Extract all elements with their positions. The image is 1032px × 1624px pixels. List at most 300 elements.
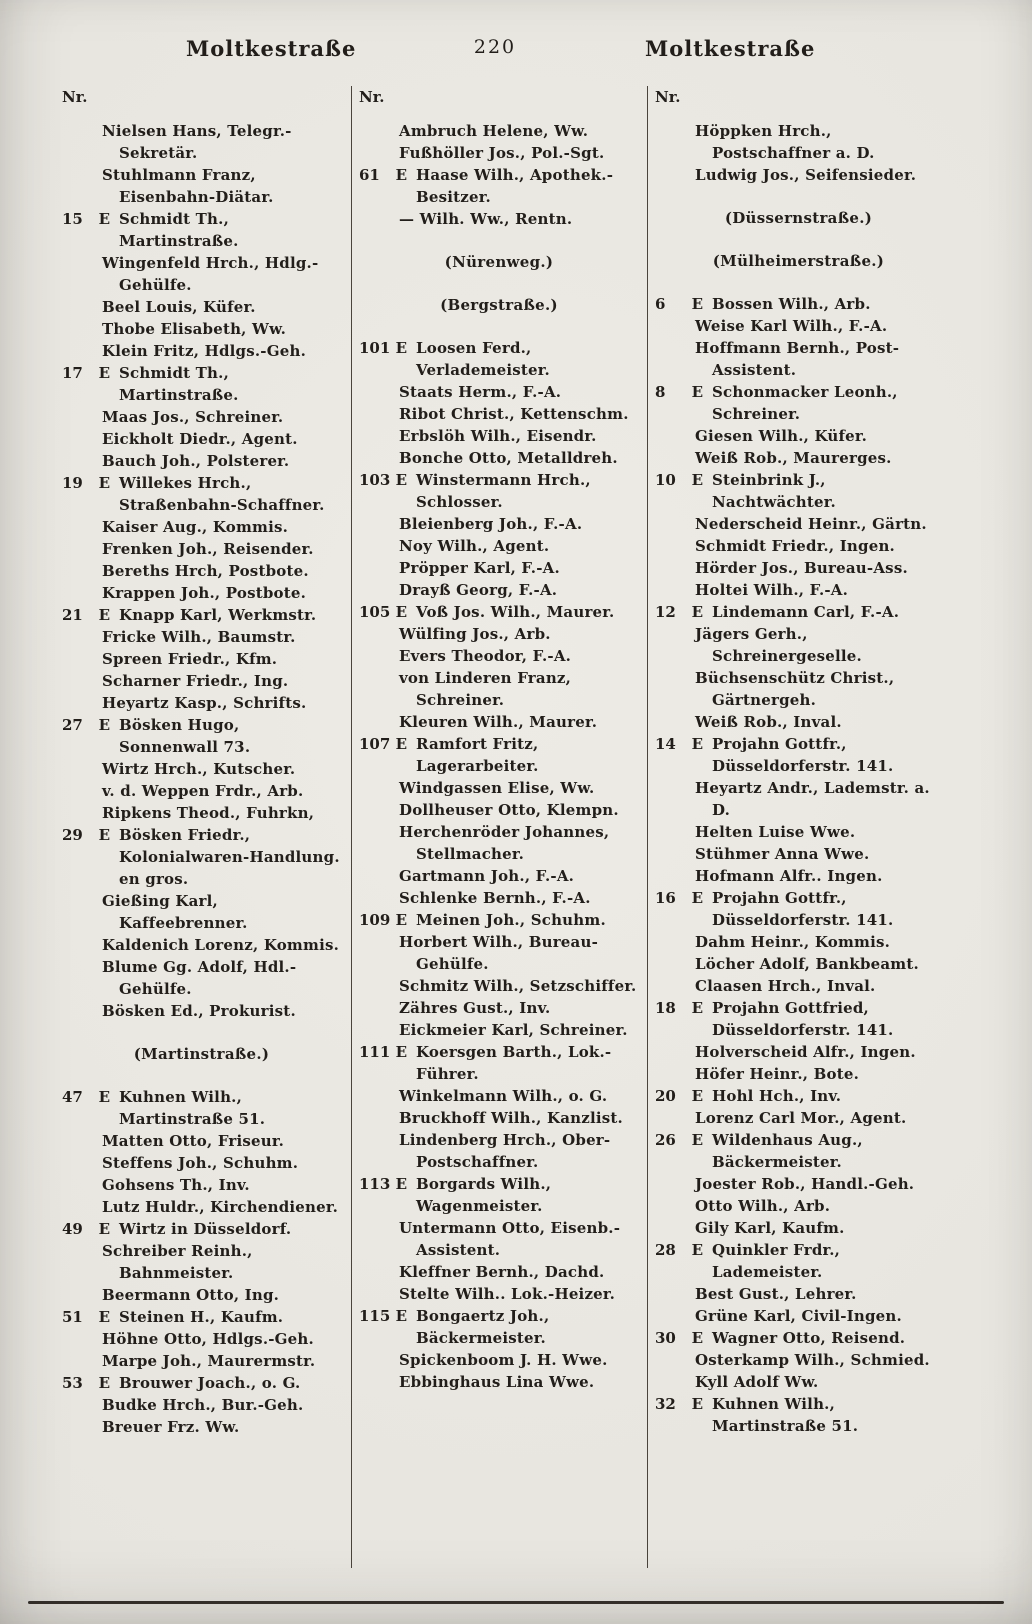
house-number-owner [655, 381, 703, 403]
directory-entry [655, 1129, 942, 1173]
entry-text: Borgards Wilh., Wagenmeister. [416, 1175, 552, 1215]
entry-text: Steinen H., Kaufm. [119, 1308, 284, 1326]
owner-flag: E [395, 603, 407, 621]
directory-entry [359, 777, 639, 799]
house-number-owner [62, 1306, 110, 1328]
directory-entry [62, 1394, 341, 1416]
directory-entry [62, 824, 341, 890]
directory-entry [655, 667, 942, 711]
entry-text: Schreiber Reinh., Bahnmeister. [102, 1242, 253, 1282]
directory-entry [359, 535, 639, 557]
street-heading: (Mülheimerstraße.) [712, 252, 885, 270]
entry-text: Wülfing Jos., Arb. [399, 625, 551, 643]
owner-flag: E [395, 1175, 407, 1193]
entry-text: Gohsens Th., Inv. [102, 1176, 250, 1194]
house-number-owner [62, 362, 110, 384]
page-header [0, 36, 1032, 66]
directory-entry [62, 582, 341, 604]
house-number-owner [359, 1173, 407, 1195]
directory-entry [62, 890, 341, 934]
directory-entry [359, 645, 639, 667]
entry-text: Steffens Joh., Schuhm. [102, 1154, 299, 1172]
directory-entry [359, 887, 639, 909]
owner-flag: E [691, 1329, 703, 1347]
entry-text: Breuer Frz. Ww. [102, 1418, 240, 1436]
directory-entry [62, 626, 341, 648]
directory-entry [62, 1086, 341, 1130]
directory-entry [62, 318, 341, 340]
entry-text: Bonche Otto, Metalldreh. [399, 449, 618, 467]
entry-text: Windgassen Elise, Ww. [399, 779, 595, 797]
directory-entry [359, 1349, 639, 1371]
entry-text: Blume Gg. Adolf, Hdl.-Gehülfe. [102, 958, 297, 998]
house-number-owner [655, 1393, 703, 1415]
directory-entry [655, 557, 942, 579]
house-number: 49 [62, 1220, 83, 1238]
house-number: 28 [655, 1241, 676, 1259]
entry-text: Jägers Gerh., Schreinergeselle. [695, 625, 862, 665]
house-number: 17 [62, 364, 83, 382]
entry-text: Hofmann Alfr.. Ingen. [695, 867, 883, 885]
directory-entry [655, 535, 942, 557]
house-number: 111 [359, 1043, 391, 1061]
directory-entry [62, 164, 341, 208]
directory-entry [655, 469, 942, 513]
street-heading: (Nürenweg.) [444, 253, 554, 271]
directory-entry [655, 843, 942, 865]
house-number-owner [655, 601, 703, 623]
entry-text: Pröpper Karl, F.-A. [399, 559, 560, 577]
entry-text: Heyartz Andr., Lademstr. a. D. [695, 779, 930, 819]
directory-entry [62, 560, 341, 582]
entry-text: Höppken Hrch., Postschaffner a. D. [695, 122, 875, 162]
entry-text: Bruckhoff Wilh., Kanzlist. [399, 1109, 623, 1127]
owner-flag: E [395, 339, 407, 357]
directory-entry [359, 447, 639, 469]
directory-entry [62, 428, 341, 450]
entry-text: Ludwig Jos., Seifensieder. [695, 166, 917, 184]
house-number: 107 [359, 735, 391, 753]
entry-text: Bösken Hugo, Sonnenwall 73. [119, 716, 251, 756]
page-number: 220 [473, 36, 517, 58]
directory-entry [655, 711, 942, 733]
entry-text: Krappen Joh., Postbote. [102, 584, 307, 602]
directory-entry [62, 1130, 341, 1152]
entry-text: Höhne Otto, Hdlgs.-Geh. [102, 1330, 314, 1348]
street-heading: (Düssernstraße.) [724, 209, 873, 227]
directory-entry [359, 997, 639, 1019]
entry-text: Ramfort Fritz, Lagerarbeiter. [416, 735, 539, 775]
directory-entry [62, 1240, 341, 1284]
house-number-owner [359, 337, 407, 359]
nr-column-label: Nr. [655, 88, 681, 106]
owner-flag: E [98, 210, 110, 228]
entry-text: Hoffmann Bernh., Post-Assistent. [695, 339, 900, 379]
directory-entry [655, 601, 942, 623]
directory-entry [359, 821, 639, 865]
directory-entry [62, 758, 341, 780]
directory-entry [359, 557, 639, 579]
house-number: 16 [655, 889, 676, 907]
directory-entry [655, 997, 942, 1041]
directory-entry [62, 252, 341, 296]
entry-text: Bleienberg Joh., F.-A. [399, 515, 583, 533]
house-number: 21 [62, 606, 83, 624]
house-number-owner [359, 601, 407, 623]
directory-entry [62, 1218, 341, 1240]
house-number-owner [655, 887, 703, 909]
directory-entry [655, 1349, 942, 1371]
owner-flag: E [98, 364, 110, 382]
entry-text: Dollheuser Otto, Klempn. [399, 801, 619, 819]
directory-entry [359, 1129, 639, 1173]
owner-flag: E [691, 889, 703, 907]
entry-text: Herchenröder Johannes, Stellmacher. [399, 823, 610, 863]
entry-text: Wagner Otto, Reisend. [712, 1329, 906, 1347]
directory-entry [359, 1305, 639, 1349]
directory-entry [62, 604, 341, 626]
entry-text: Hörder Jos., Bureau-Ass. [695, 559, 908, 577]
directory-entry [62, 648, 341, 670]
entry-text: Staats Herm., F.-A. [399, 383, 562, 401]
owner-flag: E [98, 1308, 110, 1326]
house-number: 20 [655, 1087, 676, 1105]
entry-text: Noy Wilh., Agent. [399, 537, 550, 555]
entry-text: Scharner Friedr., Ing. [102, 672, 289, 690]
house-number: 51 [62, 1308, 83, 1326]
directory-entry [62, 1284, 341, 1306]
house-number: 115 [359, 1307, 391, 1325]
house-number-owner [359, 1305, 407, 1327]
entry-text: Klein Fritz, Hdlgs.-Geh. [102, 342, 307, 360]
directory-entry [62, 208, 341, 252]
entry-text: Stelte Wilh.. Lok.-Heizer. [399, 1285, 616, 1303]
entry-text: Loosen Ferd., Verlademeister. [416, 339, 550, 379]
directory-entry [359, 1217, 639, 1261]
house-number: 15 [62, 210, 83, 228]
entry-text: Meinen Joh., Schuhm. [416, 911, 606, 929]
directory-entry [62, 780, 341, 802]
directory-entry [359, 513, 639, 535]
entry-text: Bauch Joh., Polsterer. [102, 452, 290, 470]
directory-entry [359, 164, 639, 208]
entry-text: Schmidt Friedr., Ingen. [695, 537, 895, 555]
directory-entry [359, 1283, 639, 1305]
directory-columns [30, 86, 1002, 1568]
house-number-owner [62, 472, 110, 494]
entry-text: Bossen Wilh., Arb. [712, 295, 871, 313]
entry-text: Lutz Huldr., Kirchendiener. [102, 1198, 339, 1216]
owner-flag: E [691, 1241, 703, 1259]
entry-text: Fußhöller Jos., Pol.-Sgt. [399, 144, 605, 162]
house-number-owner [655, 293, 703, 315]
house-number-owner [655, 997, 703, 1019]
owner-flag: E [395, 166, 407, 184]
street-heading: (Bergstraße.) [440, 296, 558, 314]
entry-text: Gartmann Joh., F.-A. [399, 867, 575, 885]
directory-entry [359, 1041, 639, 1085]
house-number: 103 [359, 471, 391, 489]
directory-entry [62, 692, 341, 714]
directory-entry [655, 315, 942, 337]
house-number: 27 [62, 716, 83, 734]
directory-entry [655, 1305, 942, 1327]
entry-text: Wildenhaus Aug., Bäckermeister. [712, 1131, 863, 1171]
directory-entry [359, 403, 639, 425]
directory-entry [62, 450, 341, 472]
directory-entry [62, 538, 341, 560]
directory-entry [655, 579, 942, 601]
house-number-owner [359, 164, 407, 186]
owner-flag: E [691, 1395, 703, 1413]
directory-entry [359, 1371, 639, 1393]
entry-text: Schmidt Th., Martinstraße. [119, 210, 239, 250]
owner-flag: E [98, 826, 110, 844]
entry-text: Wirtz in Düsseldorf. [119, 1220, 292, 1238]
house-number: 30 [655, 1329, 676, 1347]
entry-text: Thobe Elisabeth, Ww. [102, 320, 287, 338]
house-number: 101 [359, 339, 391, 357]
entry-text: Gießing Karl, Kaffeebrenner. [102, 892, 248, 932]
entry-text: Wirtz Hrch., Kutscher. [102, 760, 296, 778]
directory-entry [359, 733, 639, 777]
entry-text: Nederscheid Heinr., Gärtn. [695, 515, 927, 533]
entry-text: Kleuren Wilh., Maurer. [399, 713, 598, 731]
entry-text: Brouwer Joach., o. G. [119, 1374, 301, 1392]
directory-entry [655, 1327, 942, 1349]
owner-flag: E [691, 735, 703, 753]
entry-text: Schmitz Wilh., Setzschiffer. [399, 977, 637, 995]
house-number-owner [359, 1041, 407, 1063]
directory-entry [655, 513, 942, 535]
house-number: 19 [62, 474, 83, 492]
entry-text: Holverscheid Alfr., Ingen. [695, 1043, 916, 1061]
directory-entry [655, 1393, 942, 1437]
entry-text: Evers Theodor, F.-A. [399, 647, 572, 665]
entry-text: Winkelmann Wilh., o. G. [399, 1087, 608, 1105]
entry-text: Eickmeier Karl, Schreiner. [399, 1021, 628, 1039]
entry-text: Wingenfeld Hrch., Hdlg.-Gehülfe. [102, 254, 319, 294]
directory-entry [359, 1107, 639, 1129]
entry-text: Nielsen Hans, Telegr.-Sekretär. [102, 122, 292, 162]
owner-flag: E [98, 1220, 110, 1238]
entry-text: Giesen Wilh., Küfer. [695, 427, 868, 445]
entry-text: Joester Rob., Handl.-Geh. [695, 1175, 915, 1193]
entry-text: Best Gust., Lehrer. [695, 1285, 857, 1303]
entry-text: Bösken Friedr., Kolonialwaren-Handlung. en gros. [119, 826, 340, 888]
directory-entry [359, 381, 639, 403]
entry-text: Helten Luise Wwe. [695, 823, 856, 841]
owner-flag: E [691, 603, 703, 621]
house-number: 8 [655, 383, 666, 401]
owner-flag: E [691, 1131, 703, 1149]
directory-entry [655, 1239, 942, 1283]
owner-flag: E [395, 1043, 407, 1061]
house-number-owner [359, 909, 407, 931]
directory-entry [359, 337, 639, 381]
entry-text: Ambruch Helene, Ww. [399, 122, 589, 140]
entry-text: Projahn Gottfr., Düsseldorferstr. 141. [712, 889, 894, 929]
house-number: 113 [359, 1175, 391, 1193]
entry-text: Höfer Heinr., Bote. [695, 1065, 859, 1083]
owner-flag: E [98, 716, 110, 734]
house-number-owner [359, 733, 407, 755]
entry-text: Zähres Gust., Inv. [399, 999, 551, 1017]
entry-text: — Wilh. Ww., Rentn. [399, 210, 573, 228]
entry-text: Marpe Joh., Maurermstr. [102, 1352, 316, 1370]
owner-flag: E [395, 911, 407, 929]
directory-entry [359, 425, 639, 447]
house-number-owner [359, 469, 407, 491]
entry-text: Claasen Hrch., Inval. [695, 977, 876, 995]
directory-entry [62, 1000, 341, 1022]
entry-text: Dahm Heinr., Kommis. [695, 933, 891, 951]
directory-entry [62, 1350, 341, 1372]
directory-entry [62, 1174, 341, 1196]
entry-text: Ribot Christ., Kettenschm. [399, 405, 629, 423]
entry-text: Koersgen Barth., Lok.-Führer. [416, 1043, 612, 1083]
nr-column-label: Nr. [62, 88, 88, 106]
entry-text: Erbslöh Wilh., Eisendr. [399, 427, 597, 445]
directory-entry [655, 1173, 942, 1195]
owner-flag: E [395, 471, 407, 489]
entry-text: Schonmacker Leonh., Schreiner. [712, 383, 898, 423]
entry-text: Spickenboom J. H. Wwe. [399, 1351, 608, 1369]
entry-text: Schmidt Th., Martinstraße. [119, 364, 239, 404]
header-street-left: Moltkestraße [186, 36, 357, 61]
entry-text: Steinbrink J., Nachtwächter. [712, 471, 836, 511]
entry-text: Löcher Adolf, Bankbeamt. [695, 955, 919, 973]
entry-text: Bösken Ed., Prokurist. [102, 1002, 296, 1020]
house-number: 61 [359, 166, 380, 184]
entry-text: Weiß Rob., Maurerges. [695, 449, 892, 467]
house-number: 29 [62, 826, 83, 844]
nr-column-label: Nr. [359, 88, 385, 106]
entry-text: Ebbinghaus Lina Wwe. [399, 1373, 595, 1391]
directory-entry [359, 208, 639, 230]
owner-flag: E [691, 999, 703, 1017]
directory-entry [655, 1195, 942, 1217]
directory-entry [655, 777, 942, 821]
directory-entry [62, 120, 341, 164]
house-number-owner [655, 1327, 703, 1349]
entry-text: Haase Wilh., Apothek.-Besitzer. [416, 166, 614, 206]
directory-entry [62, 406, 341, 428]
owner-flag: E [691, 383, 703, 401]
entry-text: Lindemann Carl, F.-A. [712, 603, 900, 621]
owner-flag: E [395, 735, 407, 753]
entry-text: Matten Otto, Friseur. [102, 1132, 285, 1150]
house-number-owner [62, 1086, 110, 1108]
directory-entry [655, 120, 942, 164]
owner-flag: E [691, 471, 703, 489]
directory-entry [359, 1019, 639, 1041]
house-number: 109 [359, 911, 391, 929]
entry-text: Horbert Wilh., Bureau-Gehülfe. [399, 933, 598, 973]
entry-text: Weise Karl Wilh., F.-A. [695, 317, 888, 335]
directory-entry [359, 711, 639, 733]
house-number-owner [62, 1218, 110, 1240]
entry-text: Grüne Karl, Civil-Ingen. [695, 1307, 902, 1325]
directory-entry [62, 362, 341, 406]
entry-text: Lindenberg Hrch., Ober-Postschaffner. [399, 1131, 611, 1171]
entry-text: Budke Hrch., Bur.-Geh. [102, 1396, 304, 1414]
house-number: 10 [655, 471, 676, 489]
house-number: 32 [655, 1395, 676, 1413]
directory-entry [62, 296, 341, 318]
directory-entry [655, 953, 942, 975]
directory-entry [62, 472, 341, 516]
house-number-owner [655, 733, 703, 755]
directory-entry [359, 667, 639, 711]
directory-entry [359, 1173, 639, 1217]
house-number-owner [655, 1085, 703, 1107]
directory-entry [655, 1085, 942, 1107]
owner-flag: E [98, 474, 110, 492]
owner-flag: E [98, 1088, 110, 1106]
directory-entry [359, 579, 639, 601]
entry-text: Büchsenschütz Christ., Gärtnergeh. [695, 669, 895, 709]
directory-entry [655, 887, 942, 931]
house-number: 26 [655, 1131, 676, 1149]
directory-entry [655, 164, 942, 186]
directory-entry [62, 1196, 341, 1218]
directory-entry [655, 1371, 942, 1393]
house-number: 105 [359, 603, 391, 621]
owner-flag: E [691, 295, 703, 313]
directory-column-3 [648, 86, 1002, 1568]
owner-flag: E [98, 606, 110, 624]
entry-text: Otto Wilh., Arb. [695, 1197, 831, 1215]
directory-entry [359, 1085, 639, 1107]
owner-flag: E [395, 1307, 407, 1325]
house-number: 47 [62, 1088, 83, 1106]
directory-entry [359, 909, 639, 931]
house-number: 6 [655, 295, 666, 313]
entry-text: Kaldenich Lorenz, Kommis. [102, 936, 340, 954]
directory-entry [62, 340, 341, 362]
bottom-rule [28, 1601, 1004, 1604]
entry-text: Beel Louis, Küfer. [102, 298, 256, 316]
directory-entry [359, 601, 639, 623]
entry-text: Frenken Joh., Reisender. [102, 540, 314, 558]
entry-text: Eickholt Diedr., Agent. [102, 430, 298, 448]
entry-text: Projahn Gottfried, Düsseldorferstr. 141. [712, 999, 894, 1039]
directory-entry [655, 733, 942, 777]
house-number: 53 [62, 1374, 83, 1392]
house-number-owner [655, 1239, 703, 1261]
entry-text: v. d. Weppen Frdr., Arb. [102, 782, 304, 800]
directory-entry [359, 120, 639, 142]
street-heading: (Martinstraße.) [133, 1045, 270, 1063]
house-number-owner [62, 604, 110, 626]
owner-flag: E [691, 1087, 703, 1105]
directory-entry [655, 447, 942, 469]
directory-entry [359, 1261, 639, 1283]
entry-text: Weiß Rob., Inval. [695, 713, 842, 731]
entry-text: Knapp Karl, Werkmstr. [119, 606, 317, 624]
entry-text: Beermann Otto, Ing. [102, 1286, 280, 1304]
directory-entry [655, 931, 942, 953]
directory-entry [62, 1306, 341, 1328]
directory-entry [655, 1217, 942, 1239]
entry-text: Lorenz Carl Mor., Agent. [695, 1109, 907, 1127]
entry-text: Stuhlmann Franz, Eisenbahn-Diätar. [102, 166, 274, 206]
directory-entry [655, 1283, 942, 1305]
entry-text: Holtei Wilh., F.-A. [695, 581, 849, 599]
house-number: 18 [655, 999, 676, 1017]
owner-flag: E [98, 1374, 110, 1392]
